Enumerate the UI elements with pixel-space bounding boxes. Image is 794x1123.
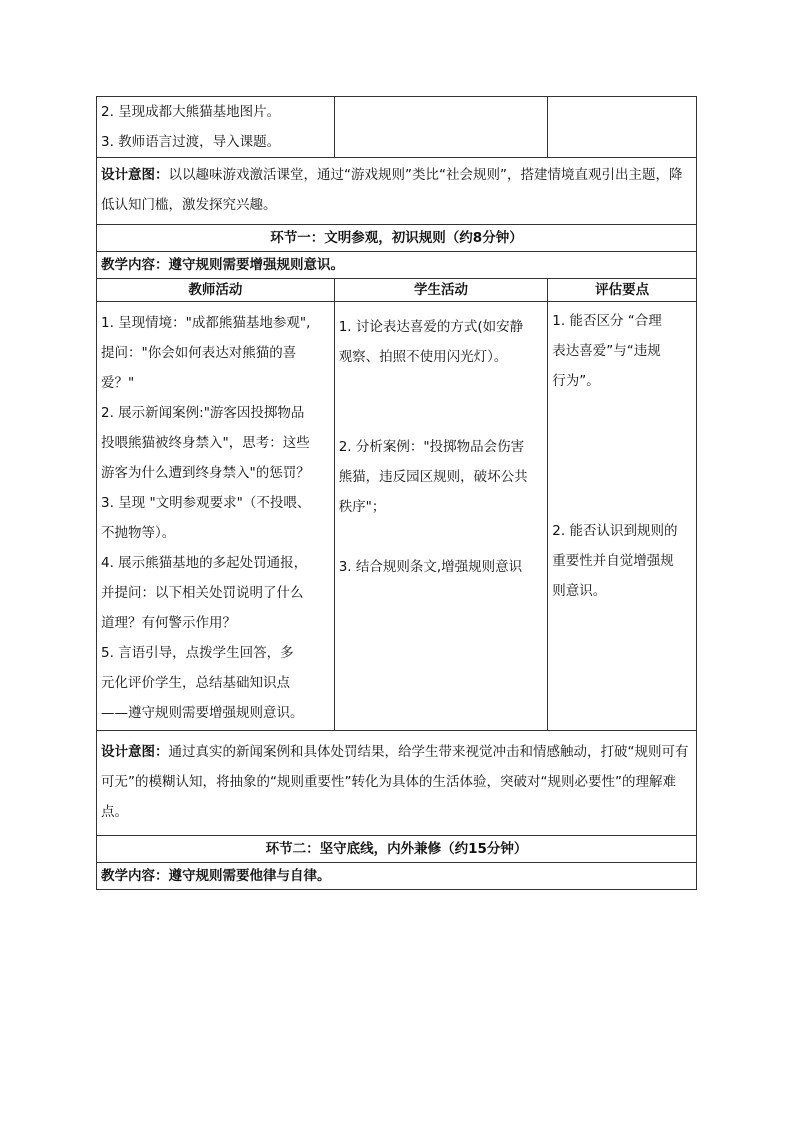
teacher-line: 游客为什么遭到终身禁入"的惩罚？ — [101, 465, 310, 481]
teacher-line: 1. 呈现情境："成都熊猫基地参观", — [101, 315, 311, 331]
eval-line: 重要性并自觉增强规 — [552, 553, 674, 569]
header-student: 学生活动 — [334, 279, 548, 302]
student-line — [339, 372, 544, 402]
student-activity-cell — [334, 302, 548, 731]
student-line: 1. 讨论表达喜爱的方式(如安静 — [338, 319, 524, 335]
eval-points-cell — [548, 302, 697, 731]
section-2-title: 环节二：坚守底线，内外兼修（约15分钟） — [97, 836, 697, 863]
design-intent-text: 通过真实的新闻案例和具体处罚结果，给学生带来视觉冲击和情感触动，打破“规则可有可无”的模糊认知，将抽象的“规则重要性”转化为具体的生活体验，突破对“规则必要性”的理解难点。 — [101, 744, 689, 820]
teacher-line: ——遵守规则需要增强规则意识。 — [101, 705, 304, 721]
student-line: 2. 分析案例："投掷物品会伤害 — [338, 439, 525, 455]
eval-line: 则意识。 — [552, 583, 607, 599]
top-row — [97, 97, 697, 158]
eval-line — [552, 426, 692, 456]
teacher-line: 不抛物等）。 — [101, 525, 176, 541]
top-line: 2. 呈现成都大熊猫基地图片。 — [101, 104, 281, 120]
teacher-line: 3. 呈现 "文明参观要求"（不投喂、 — [101, 495, 311, 511]
top-teacher-cell — [97, 97, 335, 158]
section-2-content-row — [97, 863, 697, 890]
eval-line: 行为”。 — [552, 373, 600, 389]
design-intent-cell-2 — [97, 731, 697, 836]
teacher-line: 元化评价学生，总结基础知识点 — [101, 675, 290, 691]
design-intent-label: 设计意图： — [101, 167, 169, 183]
student-line: 观察、拍照不使用闪光灯）。 — [338, 349, 508, 365]
design-intent-cell-1 — [97, 158, 697, 225]
top-student-cell — [334, 97, 548, 158]
student-line: 3. 结合规则条文,增强规则意识 — [338, 559, 523, 575]
student-line: 秩序"； — [338, 499, 386, 515]
teacher-line: 4. 展示熊猫基地的多起处罚通报， — [101, 555, 308, 571]
teacher-line: 道理？有何警示作用？ — [101, 615, 236, 631]
activity-header-row — [97, 279, 697, 302]
lesson-plan-page — [96, 96, 697, 890]
design-intent-row-1 — [97, 158, 697, 225]
eval-line: 1. 能否区分 “合理 — [552, 313, 662, 329]
teacher-line: 并提问：以下相关处罚说明了什么 — [101, 585, 304, 601]
eval-line: 表达喜爱”与“违规 — [552, 343, 661, 359]
header-teacher: 教师活动 — [97, 279, 335, 302]
teacher-line: 5. 言语引导，点拨学生回答，多 — [101, 645, 294, 661]
section-2-title-row — [97, 836, 697, 863]
design-intent-row-2 — [97, 731, 697, 836]
lesson-plan-table — [96, 96, 697, 890]
section-1-content-row — [97, 252, 697, 279]
student-line: 熊猫，违反园区规则，破坏公共 — [338, 469, 528, 485]
top-line: 3. 教师语言过渡，导入课题。 — [101, 134, 281, 150]
section-2-content: 教学内容：遵守规则需要他律与自律。 — [97, 863, 697, 890]
eval-line: 2. 能否认识到规则的 — [552, 523, 678, 539]
header-eval: 评估要点 — [548, 279, 697, 302]
section-1-content: 教学内容：遵守规则需要增强规则意识。 — [97, 252, 697, 279]
section-1-title-row — [97, 225, 697, 252]
design-intent-text: 以以趣味游戏激活课堂，通过“游戏规则”类比“社会规则”，搭建情境直观引出主题，降低认知门槛，激发探究兴趣。 — [101, 167, 683, 213]
section-1-title: 环节一：文明参观，初识规则（约8分钟） — [97, 225, 697, 252]
eval-line — [552, 486, 692, 516]
teacher-line: 爱？" — [101, 375, 135, 391]
design-intent-label: 设计意图： — [101, 744, 169, 760]
student-line — [339, 402, 544, 432]
eval-line — [552, 456, 692, 486]
teacher-line: 2. 展示新闻案例:"游客因投掷物品 — [101, 405, 305, 421]
teacher-activity-cell — [97, 302, 335, 731]
teacher-line: 投喂熊猫被终身禁入"，思考：这些 — [101, 435, 310, 451]
eval-line — [552, 396, 692, 426]
student-line — [339, 522, 544, 552]
top-eval-cell — [548, 97, 697, 158]
activity-row — [97, 302, 697, 731]
teacher-line: 提问："你会如何表达对熊猫的喜 — [101, 345, 297, 361]
